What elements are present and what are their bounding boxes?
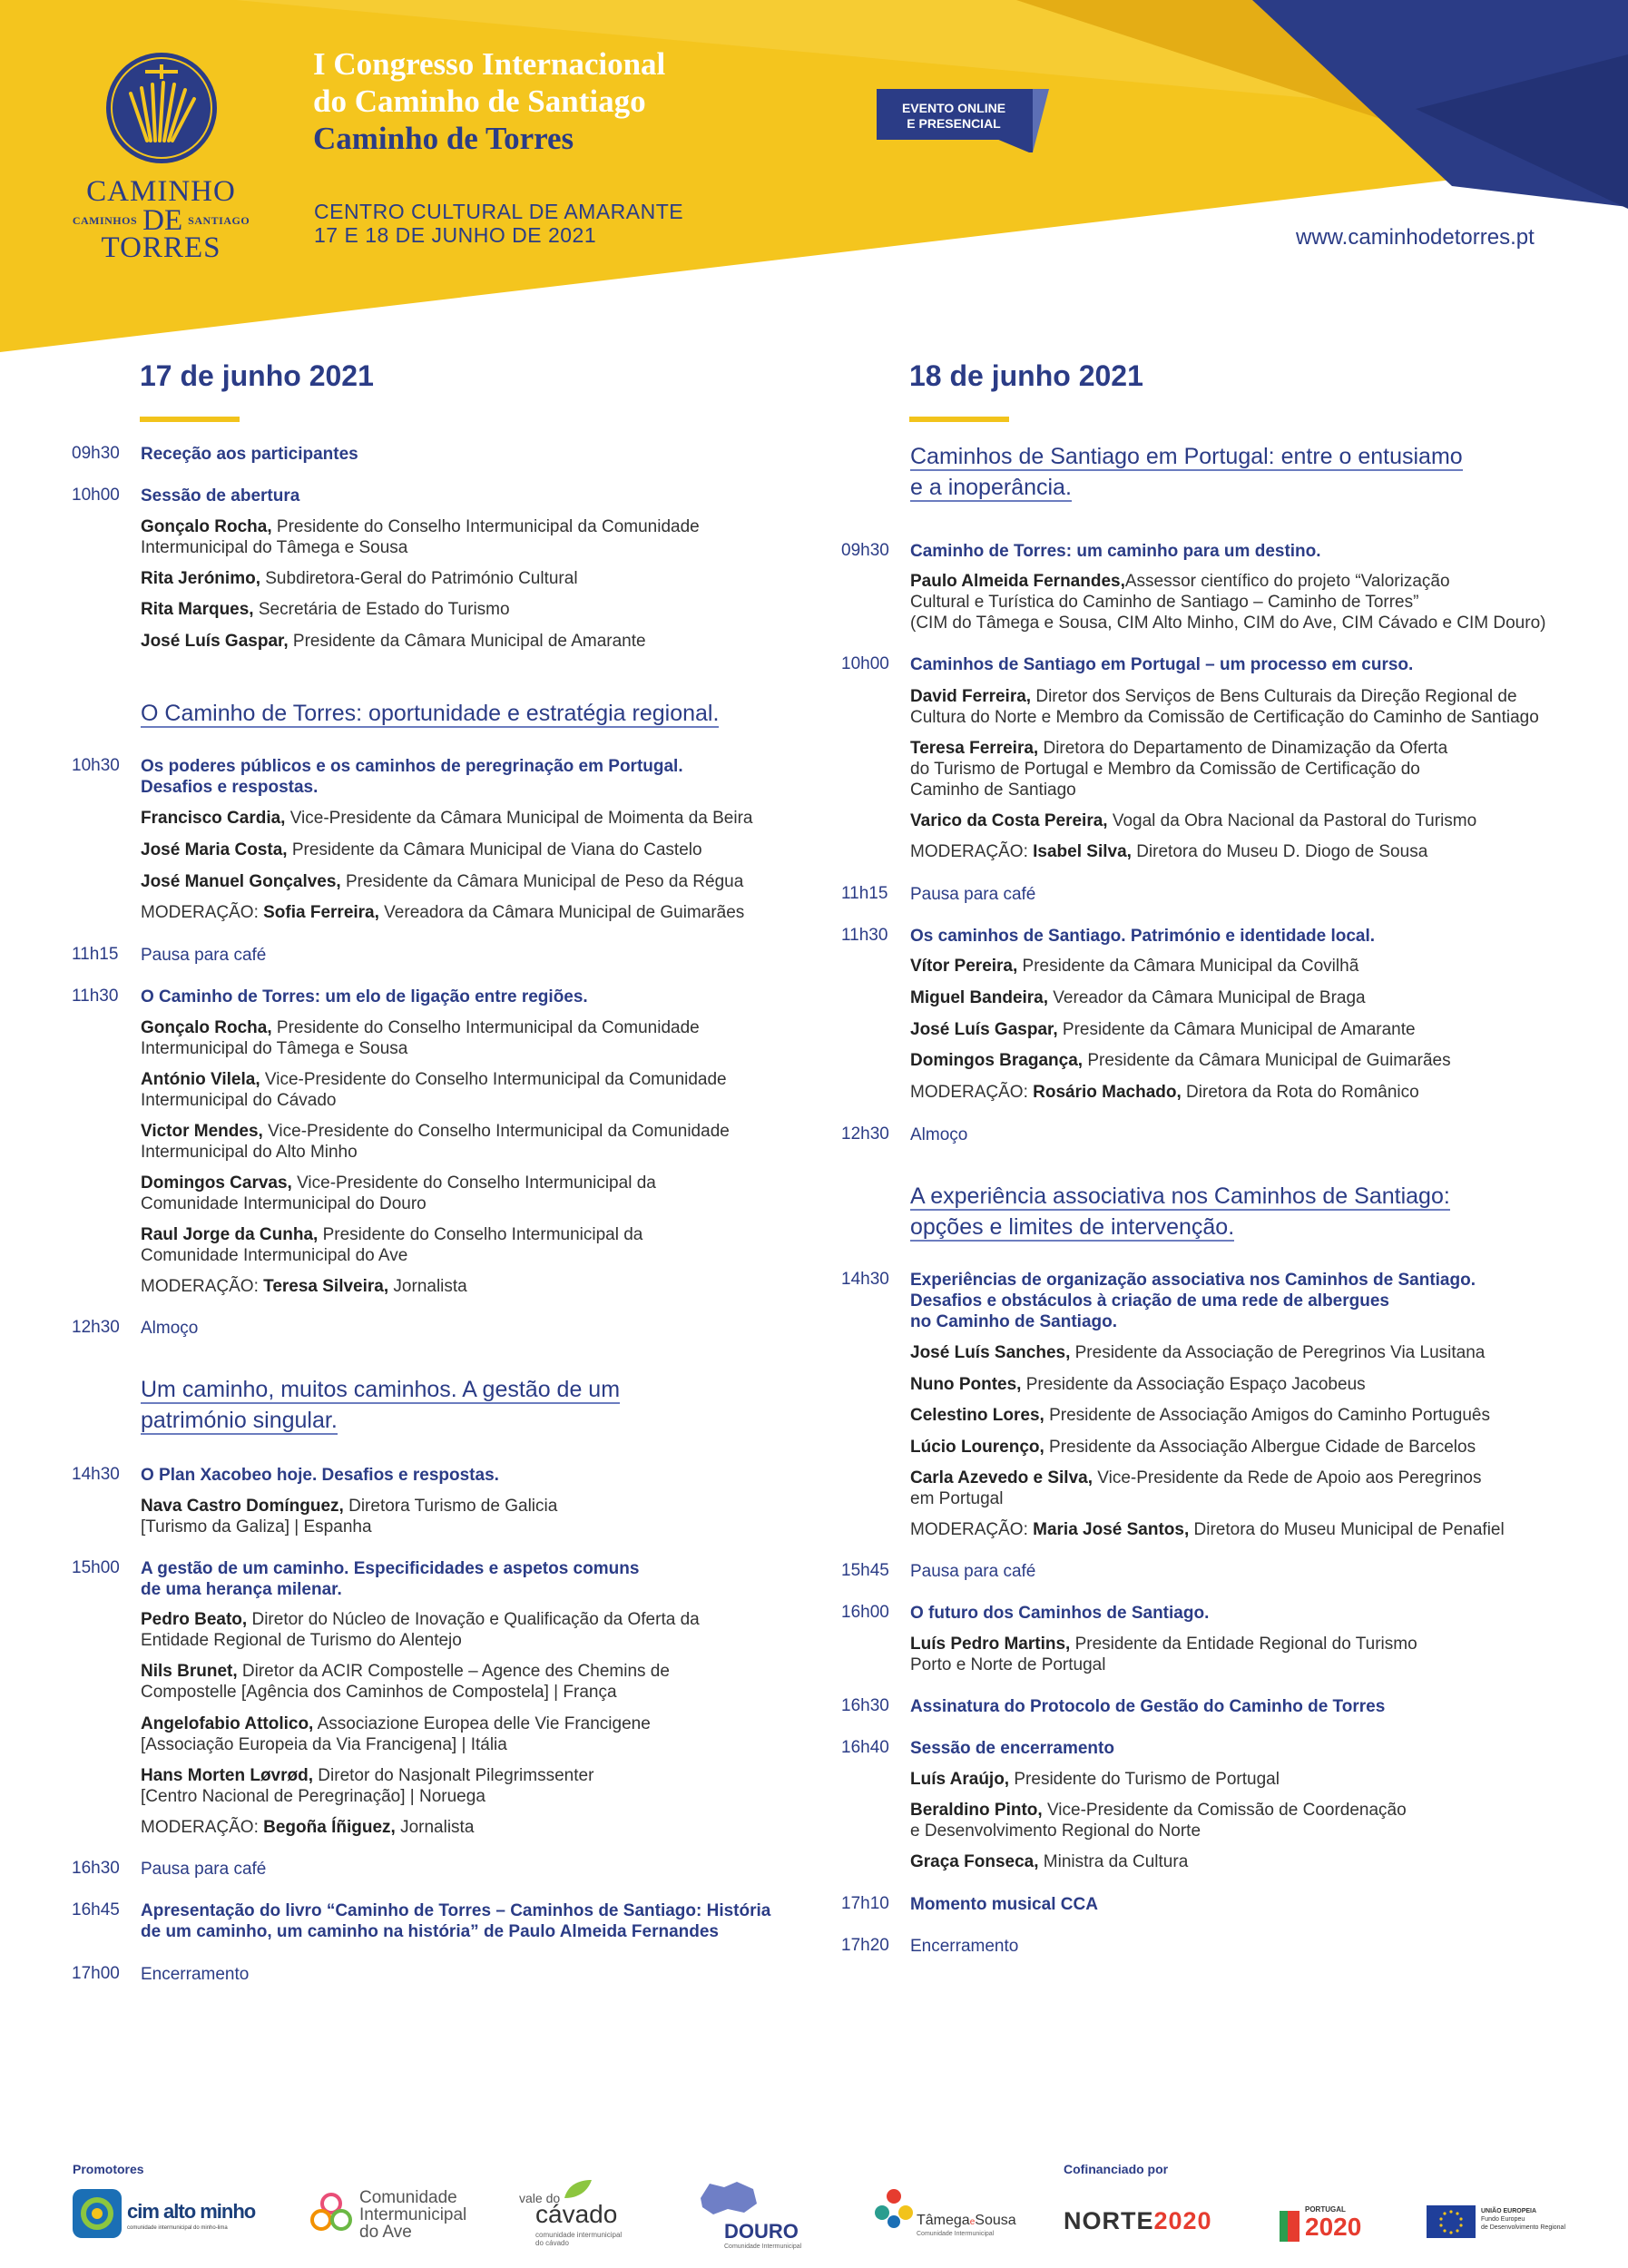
speaker-entry: Angelofabio Attolico, Associazione Europea delle Vie Francigene [Associação Europeia da Via Francigena] | Itália [141, 1714, 651, 1754]
speaker-entry: Luís Araújo, Presidente do Turismo de Portugal [910, 1770, 1280, 1789]
speaker-entry: José Luís Gaspar, Presidente da Câmara Municipal de Amarante [910, 1020, 1416, 1039]
time-label: 15h45 [841, 1561, 889, 1580]
cim-ave-icon [309, 2191, 354, 2236]
time-label: 09h30 [841, 541, 889, 560]
speaker-entry: Graça Fonseca, Ministra da Cultura [910, 1852, 1189, 1871]
logo-text-caminhos: CAMINHOS [72, 214, 138, 227]
event-title: Almoço [141, 1319, 199, 1338]
time-label: 10h30 [72, 756, 120, 775]
speaker-entry: José Luís Gaspar, Presidente da Câmara Municipal de Amarante [141, 632, 646, 651]
website-link[interactable]: www.caminhodetorres.pt [1296, 225, 1535, 250]
portugal-flag-icon [1280, 2211, 1299, 2242]
event-title: Assinatura do Protocolo de Gestão do Caminho de Torres [910, 1697, 1386, 1716]
event-title: A gestão de um caminho. Especificidades e aspetos comuns de uma herança milenar. [141, 1559, 640, 1599]
time-label: 11h15 [841, 884, 888, 903]
event-title: Pausa para café [910, 885, 1036, 904]
speaker-entry: Raul Jorge da Cunha, Presidente do Conselho Intermunicipal da Comunidade Intermunicipal do Ave [141, 1225, 643, 1265]
leaf-icon [563, 2178, 593, 2200]
section-heading: O Caminho de Torres: oportunidade e estratégia regional. [141, 701, 720, 726]
moderator-entry: MODERAÇÃO: Sofia Ferreira, Vereadora da Câmara Municipal de Guimarães [141, 903, 745, 922]
moderator-entry: MODERAÇÃO: Isabel Silva, Diretora do Museu D. Diogo de Sousa [910, 842, 1428, 861]
tamega-sousa-icon [871, 2185, 917, 2231]
event-mode-badge [877, 89, 1049, 152]
douro-map-icon [697, 2180, 760, 2216]
event-title: Sessão de encerramento [910, 1739, 1114, 1758]
speaker-entry: Nava Castro Domínguez, Diretora Turismo de Galicia [Turismo da Galiza] | Espanha [141, 1497, 558, 1537]
day1-title: 17 de junho 2021 [140, 359, 374, 392]
speaker-entry: Nuno Pontes, Presidente da Associação Espaço Jacobeus [910, 1375, 1366, 1394]
moderator-entry: MODERAÇÃO: Begoña Íñiguez, Jornalista [141, 1818, 475, 1837]
event-title: Experiências de organização associativa nos Caminhos de Santiago. Desafios e obstáculos à criação de uma rede de albergues no Caminho de Santiago. [910, 1271, 1476, 1331]
speaker-entry: Hans Morten Løvrød, Diretor do Nasjonalt Pilegrimssenter [Centro Nacional de Peregrinação] | Noruega [141, 1766, 594, 1806]
speaker-entry: José Maria Costa, Presidente da Câmara Municipal de Viana do Castelo [141, 840, 702, 859]
moderator-entry: MODERAÇÃO: Maria José Santos, Diretora do Museu Municipal de Penafiel [910, 1520, 1505, 1539]
time-label: 16h45 [72, 1900, 120, 1919]
event-title: Caminhos de Santiago em Portugal – um processo em curso. [910, 655, 1414, 674]
event-title: Encerramento [141, 1965, 250, 1984]
time-label: 10h00 [841, 654, 889, 673]
speaker-entry: Gonçalo Rocha, Presidente do Conselho Intermunicipal da Comunidade Intermunicipal do Tâmega e Sousa [141, 1018, 700, 1058]
day2-title: 18 de junho 2021 [909, 359, 1143, 392]
badge-line-2: E PRESENCIAL [907, 116, 1001, 131]
logo-text-santiago: SANTIAGO [188, 214, 250, 227]
caminho-de-torres-logo [64, 50, 259, 264]
section-heading: A experiência associativa nos Caminhos de Santiago: opções e limites de intervenção. [910, 1183, 1450, 1240]
time-label: 11h15 [72, 945, 119, 964]
header-banner [0, 0, 1628, 363]
event-title: Apresentação do livro “Caminho de Torres – Caminhos de Santiago: História de um caminho, um caminho na história” de Paulo Almeida Fernandes [141, 1901, 771, 1941]
cim-ave-logo: Comunidade Intermunicipal do Ave [309, 2187, 472, 2242]
speaker-entry: Pedro Beato, Diretor do Núcleo de Inovação e Qualificação da Oferta da Entidade Regional de Turismo do Alentejo [141, 1610, 700, 1650]
tamega-e-sousa-logo: TâmegaeSousa Comunidade Intermunicipal [871, 2185, 1025, 2249]
time-label: 14h30 [841, 1270, 889, 1289]
event-title: Sessão de abertura [141, 486, 300, 506]
cim-alto-minho-icon [73, 2189, 122, 2238]
speaker-entry: Rita Jerónimo, Subdiretora-Geral do Património Cultural [141, 569, 578, 588]
speaker-entry: Rita Marques, Secretária de Estado do Turismo [141, 600, 510, 619]
speaker-entry: Victor Mendes, Vice-Presidente do Conselho Intermunicipal da Comunidade Intermunicipal do Alto Minho [141, 1122, 730, 1162]
eu-fund-logo: UNIÃO EUROPEIA Fundo Europeu de Desenvolvimento Regional [1427, 2205, 1572, 2245]
speaker-entry: Celestino Lores, Presidente de Associação Amigos do Caminho Português [910, 1406, 1490, 1425]
douro-logo: DOURO Comunidade Intermunicipal [697, 2180, 815, 2253]
speaker-entry: Paulo Almeida Fernandes,Assessor científico do projeto “Valorização Cultural e Turística do Caminho de Santiago – Caminho de Torres” (CIM do Tâmega e Sousa, CIM Alto Minho, CIM do Ave, CIM Cávado e CIM Douro) [910, 572, 1546, 633]
time-label: 11h30 [841, 926, 888, 945]
cofinanciado-label: Cofinanciado por [1064, 2162, 1169, 2176]
scallop-shell-icon [103, 50, 220, 166]
time-label: 16h30 [841, 1696, 889, 1715]
event-dates: 17 E 18 DE JUNHO DE 2021 [314, 223, 597, 247]
event-title: Pausa para café [141, 1860, 267, 1879]
time-label: 10h00 [72, 486, 120, 505]
speaker-entry: Beraldino Pinto, Vice-Presidente da Comissão de Coordenação e Desenvolvimento Regional do Norte [910, 1801, 1407, 1841]
section-heading: Um caminho, muitos caminhos. A gestão de um património singular. [141, 1377, 621, 1433]
event-title: O Caminho de Torres: um elo de ligação entre regiões. [141, 987, 588, 1006]
speaker-entry: Domingos Bragança, Presidente da Câmara Municipal de Guimarães [910, 1051, 1451, 1070]
time-label: 09h30 [72, 444, 120, 463]
cim-alto-minho-logo: cim alto minho comunidade intermunicipal do minho-lima [73, 2189, 254, 2240]
eu-flag-icon [1427, 2205, 1476, 2238]
speaker-entry: Nils Brunet, Diretor da ACIR Compostelle – Agence des Chemins de Compostelle [Agência dos Caminhos de Compostela] | França [141, 1662, 670, 1702]
speaker-entry: Varico da Costa Pereira, Vogal da Obra Nacional da Pastoral do Turismo [910, 811, 1477, 830]
speaker-entry: Lúcio Lourenço, Presidente da Associação Albergue Cidade de Barcelos [910, 1438, 1476, 1457]
speaker-entry: Domingos Carvas, Vice-Presidente do Conselho Intermunicipal da Comunidade Intermunicipal do Douro [141, 1173, 656, 1213]
event-title: Encerramento [910, 1937, 1019, 1956]
congress-title [313, 45, 665, 157]
speaker-entry: Vítor Pereira, Presidente da Câmara Municipal da Covilhã [910, 957, 1359, 976]
title-line-3: Caminho de Torres [313, 121, 574, 156]
speaker-entry: Gonçalo Rocha, Presidente do Conselho Intermunicipal da Comunidade Intermunicipal do Tâmega e Sousa [141, 517, 700, 557]
speaker-entry: José Manuel Gonçalves, Presidente da Câmara Municipal de Peso da Régua [141, 872, 744, 891]
event-title: Caminho de Torres: um caminho para um destino. [910, 542, 1321, 561]
logo-text-de: DE [142, 204, 183, 237]
speaker-entry: Carla Azevedo e Silva, Vice-Presidente da Rede de Apoio aos Peregrinos em Portugal [910, 1468, 1482, 1508]
title-line-2: do Caminho de Santiago [313, 83, 646, 119]
event-title: Pausa para café [910, 1562, 1036, 1581]
speaker-entry: José Luís Sanches, Presidente da Associação de Peregrinos Via Lusitana [910, 1343, 1486, 1362]
badge-line-1: EVENTO ONLINE [901, 101, 1006, 115]
moderator-entry: MODERAÇÃO: Rosário Machado, Diretora da Rota do Românico [910, 1083, 1419, 1102]
time-label: 17h20 [841, 1936, 889, 1955]
time-label: 11h30 [72, 987, 119, 1006]
speaker-entry: Miguel Bandeira, Vereador da Câmara Municipal de Braga [910, 988, 1366, 1007]
time-label: 17h10 [841, 1894, 889, 1913]
time-label: 17h00 [72, 1964, 120, 1983]
promotores-label: Promotores [73, 2162, 144, 2176]
moderator-entry: MODERAÇÃO: Teresa Silveira, Jornalista [141, 1277, 467, 1296]
venue-name: CENTRO CULTURAL DE AMARANTE [314, 200, 684, 223]
day2-underline [909, 417, 1009, 422]
day1-underline [140, 417, 240, 422]
speaker-entry: António Vilela, Vice-Presidente do Conselho Intermunicipal da Comunidade Intermunicipal do Cávado [141, 1070, 727, 1110]
vale-do-cavado-logo: vale do cávado comunidade intermunicipal do cávado [519, 2178, 646, 2251]
event-title: Pausa para café [141, 946, 267, 965]
section-heading: Caminhos de Santiago em Portugal: entre o entusiamo e a inoperância. [910, 444, 1463, 500]
event-title: O Plan Xacobeo hoje. Desafios e respostas. [141, 1466, 499, 1485]
time-label: 16h30 [72, 1859, 120, 1878]
time-label: 16h00 [841, 1603, 889, 1622]
time-label: 15h00 [72, 1558, 120, 1577]
time-label: 12h30 [72, 1318, 120, 1337]
time-label: 14h30 [72, 1465, 120, 1484]
event-title: Almoço [910, 1125, 968, 1144]
event-title: Os caminhos de Santiago. Património e identidade local. [910, 927, 1376, 946]
event-title: Momento musical CCA [910, 1895, 1098, 1914]
title-line-1: I Congresso Internacional [313, 46, 666, 82]
portugal-2020-logo: PORTUGAL 2020 [1280, 2204, 1379, 2249]
norte-2020-logo: NORTE2020 [1064, 2207, 1212, 2234]
time-label: 16h40 [841, 1738, 889, 1757]
time-label: 12h30 [841, 1124, 889, 1144]
speaker-entry: Francisco Cardia, Vice-Presidente da Câmara Municipal de Moimenta da Beira [141, 809, 753, 828]
event-title: Os poderes públicos e os caminhos de peregrinação em Portugal. Desafios e respostas. [141, 757, 683, 797]
logo-text-caminho: CAMINHO [86, 175, 236, 208]
logo-text-torres: TORRES [101, 231, 221, 264]
event-title: O futuro dos Caminhos de Santiago. [910, 1604, 1210, 1623]
speaker-entry: Luís Pedro Martins, Presidente da Entidade Regional do Turismo Porto e Norte de Portugal [910, 1635, 1417, 1674]
venue-info [314, 200, 683, 247]
speaker-entry: Teresa Ferreira, Diretora do Departamento de Dinamização da Oferta do Turismo de Portugal e Membro da Comissão de Certificação do Caminho de Santiago [910, 739, 1448, 800]
speaker-entry: David Ferreira, Diretor dos Serviços de Bens Culturais da Direção Regional de Cultura do Norte e Membro da Comissão de Certificação do Caminho de Santiago [910, 687, 1539, 727]
event-title: Receção aos participantes [141, 445, 358, 464]
